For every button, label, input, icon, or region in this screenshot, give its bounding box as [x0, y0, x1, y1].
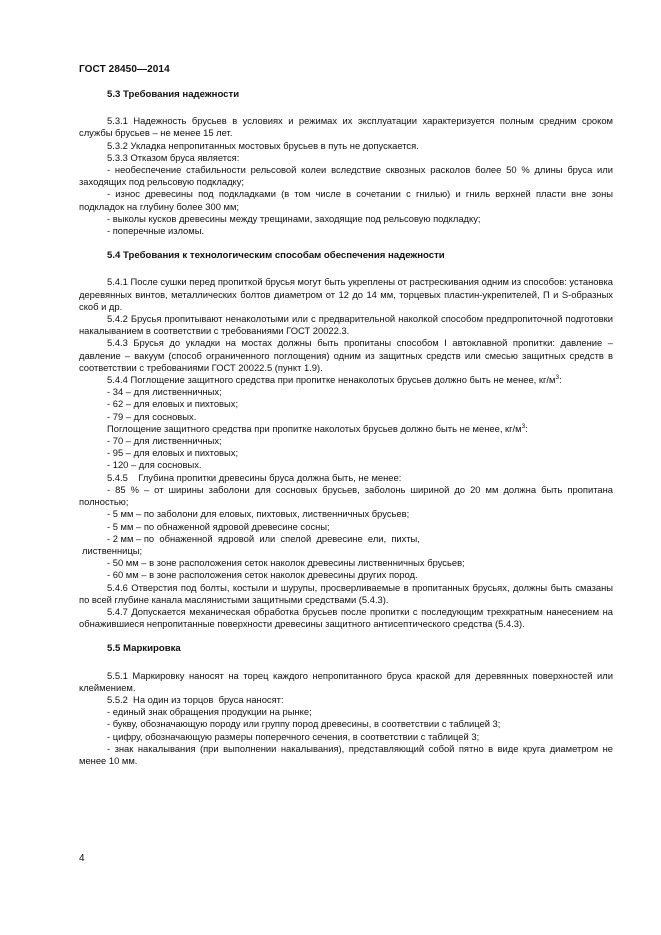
- paragraph: [79, 423, 613, 435]
- paragraph: 5.4.3 Брусья до укладки на мостах должны быть пропитаны способом I автоклавной пропитки: давление – давление – вакуум (способ ограниченного поглощения) одним из защитных средств или смесью защитных средств в соответствии с требованиями ГОСТ 20022.5 (пункт 1.9).: [79, 337, 613, 373]
- unit-exponent: 3: [555, 374, 560, 382]
- list-item: - единый знак обращения продукции на рынке;: [107, 706, 312, 718]
- paragraph: 5.5.1 Маркировку наносят на торец каждого непропитанного бруса краской для деревянных поверхностей или клеймением.: [79, 669, 613, 693]
- list-item: - 120 – для сосновых.: [107, 459, 202, 471]
- paragraph: 5.4.1 После сушки перед пропиткой брусья могут быть укреплены от растрескивания одним из способов: установка деревянных винтов, металлических болтов диаметром от 12 до 14 мм, торцевых пластин-укрепителей, П и S-образных скоб и др.: [79, 276, 613, 312]
- unit-suffix: :: [559, 374, 562, 386]
- list-item: - 70 – для лиственничных;: [107, 435, 222, 447]
- paragraph: [79, 374, 613, 386]
- paragraph: 5.3.3 Отказом бруса является:: [107, 151, 240, 163]
- paragraph-text: 5.4.4 Поглощение защитного средства при пропитке ненаколотых брусьев должно быть не менее, кг/м: [107, 374, 556, 386]
- list-item: - выколы кусков древесины между трещинами, заходящие под рельсовую подкладку;: [107, 212, 481, 224]
- list-item: - износ древесины под подкладками (в том числе в сочетании с гнилью) и гниль верхней пласти вне зоны подкладок на глубину более 300 мм;: [79, 188, 613, 212]
- list-item: - 62 – для еловых и пихтовых;: [107, 398, 239, 410]
- paragraph-text: Поглощение защитного средства при пропитке наколотых брусьев должно быть не менее, кг/м: [107, 422, 522, 434]
- list-item: - знак накалывания (при выполнении накалывания), представляющий собой пятно в виде круга диаметром не менее 10 мм.: [79, 742, 613, 766]
- list-item: - поперечные изломы.: [107, 225, 205, 237]
- list-item: - 79 – для сосновых.: [107, 410, 197, 422]
- list-item: - цифру, обозначающую размеры поперечного сечения, в соответствии с таблицей 3;: [107, 730, 480, 742]
- list-item: - 34 – для лиственничных;: [107, 386, 222, 398]
- unit-exponent: 3: [521, 422, 526, 430]
- list-item: - 60 мм – в зоне расположения сеток наколок древесины других пород.: [107, 569, 418, 581]
- list-item: - 5 мм – по заболони для еловых, пихтовых, лиственничных брусьев;: [107, 508, 410, 520]
- page-number: 4: [79, 853, 85, 864]
- list-item: - 2 мм – по обнаженной ядровой или спелой древесине ели, пихты,: [107, 532, 420, 544]
- section-heading-5-5: 5.5 Маркировка: [107, 643, 181, 655]
- paragraph: 5.3.2 Укладка непропитанных мостовых брусьев в путь не допускается.: [107, 139, 419, 151]
- list-item-continuation: лиственницы;: [82, 544, 143, 556]
- list-item: - необеспечение стабильности рельсовой колеи вследствие сквозных расколов более 50 % длины бруса или заходящих под рельсовую подкладку;: [79, 164, 613, 188]
- paragraph: 5.4.5 Глубина пропитки древесины бруса должна быть, не менее:: [107, 471, 402, 483]
- section-heading-5-3: 5.3 Требования надежности: [107, 89, 240, 100]
- list-item: - 95 – для еловых и пихтовых;: [107, 447, 239, 459]
- list-item: - 50 мм – в зоне расположения сеток наколок древесины лиственничных брусьев;: [107, 557, 465, 569]
- document-header: ГОСТ 28450—2014: [79, 64, 170, 75]
- unit-suffix: :: [525, 422, 528, 434]
- paragraph: 5.4.2 Брусья пропитывают ненаколотыми или с предварительной наколкой способом предпропиточной подготовки накалыванием в соответствии с требованиями ГОСТ 20022.3.: [79, 313, 613, 337]
- list-item: - 85 % – от ширины заболони для сосновых брусьев, заболонь шириной до 20 мм должна быть пропитана полностью;: [79, 483, 613, 508]
- paragraph: 5.5.2 На один из торцов бруса наносят:: [107, 693, 284, 705]
- paragraph: 5.3.1 Надежность брусьев в условиях и режимах их эксплуатации характеризуется полным средним сроком службы брусьев – не менее 15 лет.: [79, 115, 613, 139]
- section-heading-5-4: 5.4 Требования к технологическим способам обеспечения надежности: [107, 250, 445, 262]
- list-item: - букву, обозначающую породу или группу пород древесины, в соответствии с таблицей 3;: [107, 718, 501, 730]
- paragraph: 5.4.7 Допускается механическая обработка брусьев после пропитки с последующим трехкратным нанесением на обнажившиеся непропитанные поверхности древесины защитного антисептического средства (5.4.3).: [79, 605, 613, 630]
- document-body: [79, 86, 613, 767]
- list-item: - 5 мм – по обнаженной ядровой древесине сосны;: [107, 520, 330, 532]
- paragraph: 5.4.6 Отверстия под болты, костыли и шурупы, просверливаемые в пропитанных брусьях, должны быть смазаны по всей глубине канала маслянистыми защитными средствами (5.4.3).: [79, 581, 613, 605]
